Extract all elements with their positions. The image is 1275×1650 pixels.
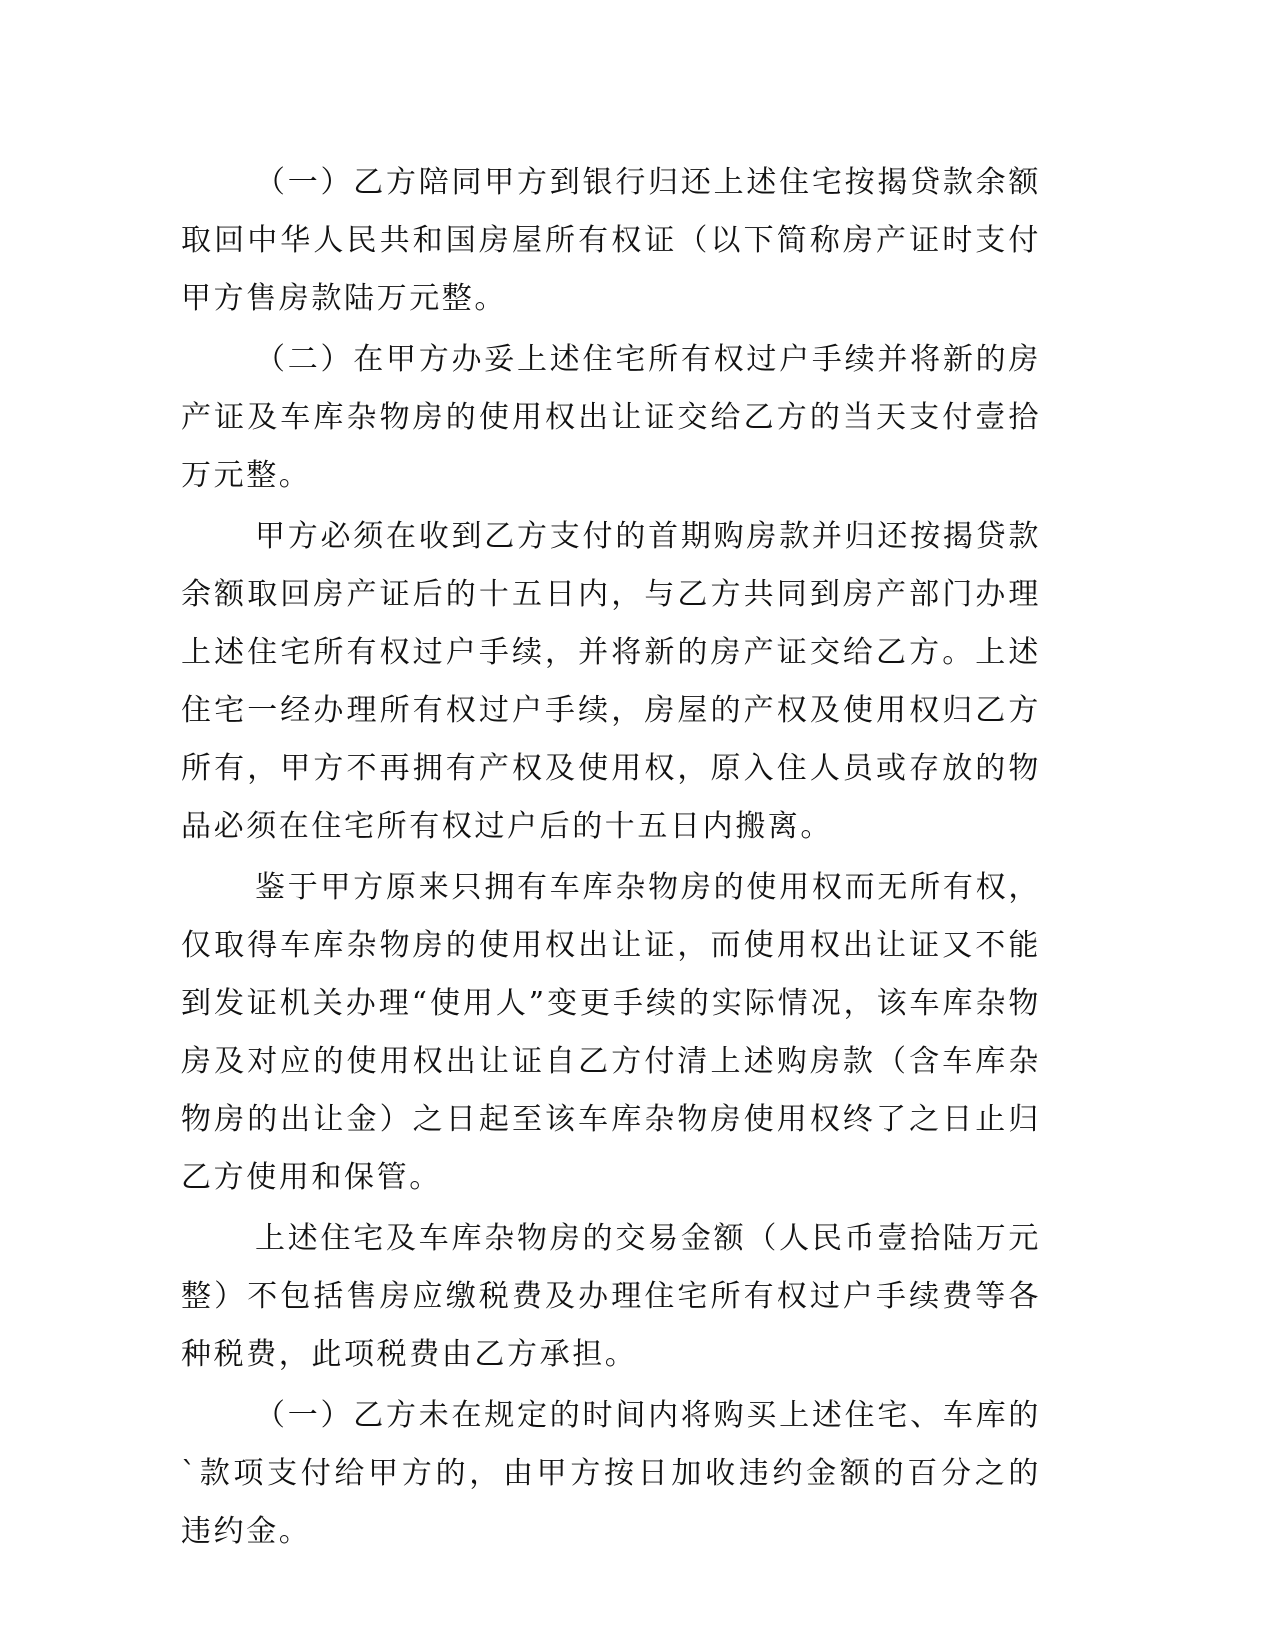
paragraph-payment-first: （一）乙方陪同甲方到银行归还上述住宅按揭贷款余额取回中华人民共和国房屋所有权证（以下简称房产证时支付甲方售房款陆万元整。	[181, 165, 1041, 316]
document-body	[181, 154, 1041, 1564]
paragraph-transfer-procedure: 甲方必须在收到乙方支付的首期购房款并归还按揭贷款余额取回房产证后的十五日内，与乙方共同到房产部门办理上述住宅所有权过户手续，并将新的房产证交给乙方。上述住宅一经办理所有权过户手续，房屋的产权及使用权归乙方所有，甲方不再拥有产权及使用权，原入住人员或存放的物品必须在住宅所有权过户后的十五日内搬离。	[181, 519, 1041, 844]
paragraph-garage-usage: 鉴于甲方原来只拥有车库杂物房的使用权而无所有权，仅取得车库杂物房的使用权出让证，而使用权出让证又不能到发证机关办理“使用人”变更手续的实际情况，该车库杂物房及对应的使用权出让证自乙方付清上述购房款（含车库杂物房的出让金）之日起至该车库杂物房使用权终了之日止归乙方使用和保管。	[181, 870, 1041, 1195]
paragraph-penalty: （一）乙方未在规定的时间内将购买上述住宅、车库的`款项支付给甲方的，由甲方按日加收违约金额的百分之的违约金。	[181, 1398, 1041, 1549]
paragraph-payment-second: （二）在甲方办妥上述住宅所有权过户手续并将新的房产证及车库杂物房的使用权出让证交给乙方的当天支付壹拾万元整。	[181, 342, 1041, 493]
paragraph-taxes: 上述住宅及车库杂物房的交易金额（人民币壹拾陆万元整）不包括售房应缴税费及办理住宅所有权过户手续费等各种税费，此项税费由乙方承担。	[181, 1221, 1041, 1372]
